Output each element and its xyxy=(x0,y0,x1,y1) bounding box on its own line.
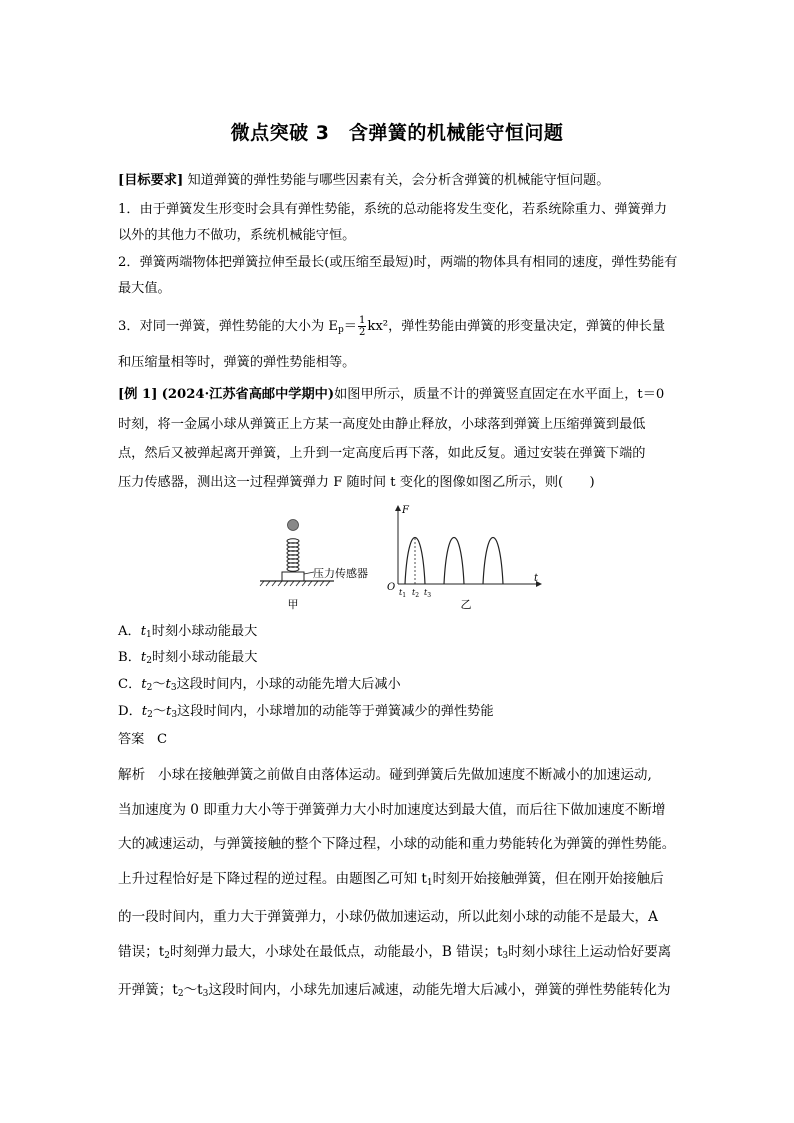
example-text-1: 如图甲所示，质量不计的弹簧竖直固定在水平面上，t＝0 xyxy=(334,387,665,402)
caption-yi: 乙 xyxy=(460,598,472,611)
option-c-var2: t xyxy=(165,677,171,692)
t-axis-label: t xyxy=(534,573,539,584)
analysis-6-sub1: 2 xyxy=(164,950,170,961)
option-a-text: 时刻小球动能最大 xyxy=(151,624,258,639)
option-d-var: t xyxy=(141,704,148,719)
goal-text: 知道弹簧的弹性势能与哪些因素有关，会分析含弹簧的机械能守恒问题。 xyxy=(187,173,610,188)
analysis-6-sub2: 3 xyxy=(502,950,509,961)
analysis-4-sub: 1 xyxy=(426,877,433,888)
point-2: 2．弹簧两端物体把弹簧拉伸至最长(或压缩至最短)时，两端的物体具有相同的速度，弹性势能有最大值。 xyxy=(118,255,678,296)
option-c-letter: C． xyxy=(118,677,142,692)
option-c-text: 这段时间内，小球的动能先增大后减小 xyxy=(176,677,401,692)
option-c-var: t xyxy=(141,677,147,692)
point-1: 1．由于弹簧发生形变时会具有弹性势能，系统的总动能将发生变化，若系统除重力、弹簧弹力以外的其他力不做功，系统机械能守恒。 xyxy=(118,202,668,243)
half-fraction xyxy=(358,315,366,338)
analysis-4b: 时刻开始接触弹簧，但在刚开始接触后 xyxy=(432,870,664,887)
point-3-sub: p xyxy=(338,325,344,335)
option-d-letter: D． xyxy=(118,704,142,719)
option-c-sub2: 3 xyxy=(170,683,177,693)
answer-line xyxy=(118,730,167,750)
fraction-denominator: 2 xyxy=(358,327,366,338)
option-b-sub: 2 xyxy=(146,656,152,666)
analysis-text-1: 小球在接触弹簧之前做自由落体运动。碰到弹簧后先做加速度不断减小的加速运动, xyxy=(158,767,652,783)
t2-label: $t_2$ xyxy=(412,588,420,599)
f-axis-label: F xyxy=(402,505,409,516)
analysis-label: 解析 xyxy=(118,767,146,783)
analysis-line-1 xyxy=(118,758,678,793)
analysis-7c: 这段时间内，小球先加速后减速，动能先增大后减小，弹簧的弹性势能转化为 xyxy=(208,982,671,998)
goal-paragraph xyxy=(118,168,680,194)
ground-hatching xyxy=(260,581,330,586)
fraction-numerator: 1 xyxy=(358,315,366,326)
analysis-line-3: 大的减速运动，与弹簧接触的整个下降过程，小球的动能和重力势能转化为弹簧的弹性势能。 xyxy=(118,836,676,852)
option-d-var2: t xyxy=(166,704,172,719)
point-3-before: 3．对同一弹簧，弹性势能的大小为 E xyxy=(118,319,339,334)
force-pulse-2 xyxy=(444,538,464,585)
spring xyxy=(287,539,299,571)
example-line-2: 时刻，将一金属小球从弹簧正上方某一高度处由静止释放，小球落到弹簧上压缩弹簧到最低 xyxy=(118,417,646,432)
analysis-line-2: 当加速度为 0 即重力大小等于弹簧弹力大小时加速度达到最大值，而后往下做加速度不断增 xyxy=(118,801,666,818)
analysis-block xyxy=(118,758,678,1012)
answer-value: C xyxy=(156,732,168,747)
analysis-7a: 开弹簧；t xyxy=(118,982,178,998)
t3-label: $t_3$ xyxy=(424,588,432,599)
option-b-letter: B． xyxy=(118,650,141,665)
page-title: 微点突破 3 含弹簧的机械能守恒问题 xyxy=(230,122,564,144)
example-line-3: 点，然后又被弹起离开弹簧，上升到一定高度后再下落，如此反复。通过安装在弹簧下端的 xyxy=(118,446,646,461)
option-b-var: t xyxy=(140,650,147,665)
analysis-line-5: 的一段时间内，重力大于弹簧弹力，小球仍做加速运动，所以此刻小球的动能不是最大，A xyxy=(118,909,658,925)
point-3-eq: ＝ xyxy=(343,319,357,334)
analysis-6b: 时刻弹力最大，小球处在最低点，动能最小，B 错误；t xyxy=(169,943,503,960)
option-b[interactable] xyxy=(118,648,257,671)
option-d-text: 这段时间内，小球增加的动能等于弹簧减少的弹性势能 xyxy=(177,704,494,719)
answer-label: 答案 xyxy=(118,732,145,747)
point-3-after: kx²，弹性势能由弹簧的形变量决定，弹簧的伸长量 xyxy=(367,319,666,334)
goal-tag: [目标要求] xyxy=(118,173,184,188)
option-c-sub: 2 xyxy=(146,683,153,693)
example-source: (2024·江苏省高邮中学期中) xyxy=(161,387,335,402)
option-d-sub: 2 xyxy=(147,710,153,720)
option-a-var: t xyxy=(140,624,147,639)
option-c[interactable] xyxy=(118,675,401,698)
option-a-letter: A． xyxy=(118,624,141,639)
example-line-4: 压力传感器，测出这一过程弹簧弹力 F 随时间 t 变化的图像如图乙所示，则( ) xyxy=(118,475,595,490)
caption-jia: 甲 xyxy=(287,598,299,611)
f-axis-arrow xyxy=(395,505,401,511)
option-a-sub: 1 xyxy=(146,630,152,640)
analysis-line-7 xyxy=(118,973,678,1012)
example-line-1 xyxy=(118,382,680,408)
option-b-text: 时刻小球动能最大 xyxy=(151,650,258,665)
sensor-label: 压力传感器 xyxy=(313,567,368,580)
option-a[interactable] xyxy=(118,622,257,645)
point-3 xyxy=(118,314,680,343)
analysis-7b: ～t xyxy=(183,982,203,998)
option-d[interactable] xyxy=(118,702,494,725)
point-3-line2: 和压缩量相等时，弹簧的弹性势能相等。 xyxy=(118,355,356,370)
spring-figure xyxy=(256,504,546,618)
analysis-4a: 上升过程恰好是下降过程的逆过程。由题图乙可知 t xyxy=(118,870,427,887)
option-c-tilde: ～ xyxy=(152,677,166,692)
force-pulse-3 xyxy=(483,538,503,585)
metal-ball xyxy=(288,520,299,531)
analysis-6a: 错误；t xyxy=(118,943,165,960)
analysis-line-4 xyxy=(118,862,678,901)
option-d-tilde: ～ xyxy=(152,704,166,719)
analysis-6c: 时刻小球往上运动恰好要离 xyxy=(508,943,672,960)
t1-label: $t_1$ xyxy=(399,588,407,599)
analysis-line-6 xyxy=(118,935,678,974)
pressure-sensor xyxy=(282,572,304,581)
example-tag: [例 1] xyxy=(118,387,158,402)
analysis-7-sub2: 3 xyxy=(202,989,209,999)
analysis-7-sub1: 2 xyxy=(177,989,184,999)
force-pulse-1 xyxy=(405,538,425,585)
option-d-sub2: 3 xyxy=(171,710,178,720)
origin-label: O xyxy=(387,582,396,593)
